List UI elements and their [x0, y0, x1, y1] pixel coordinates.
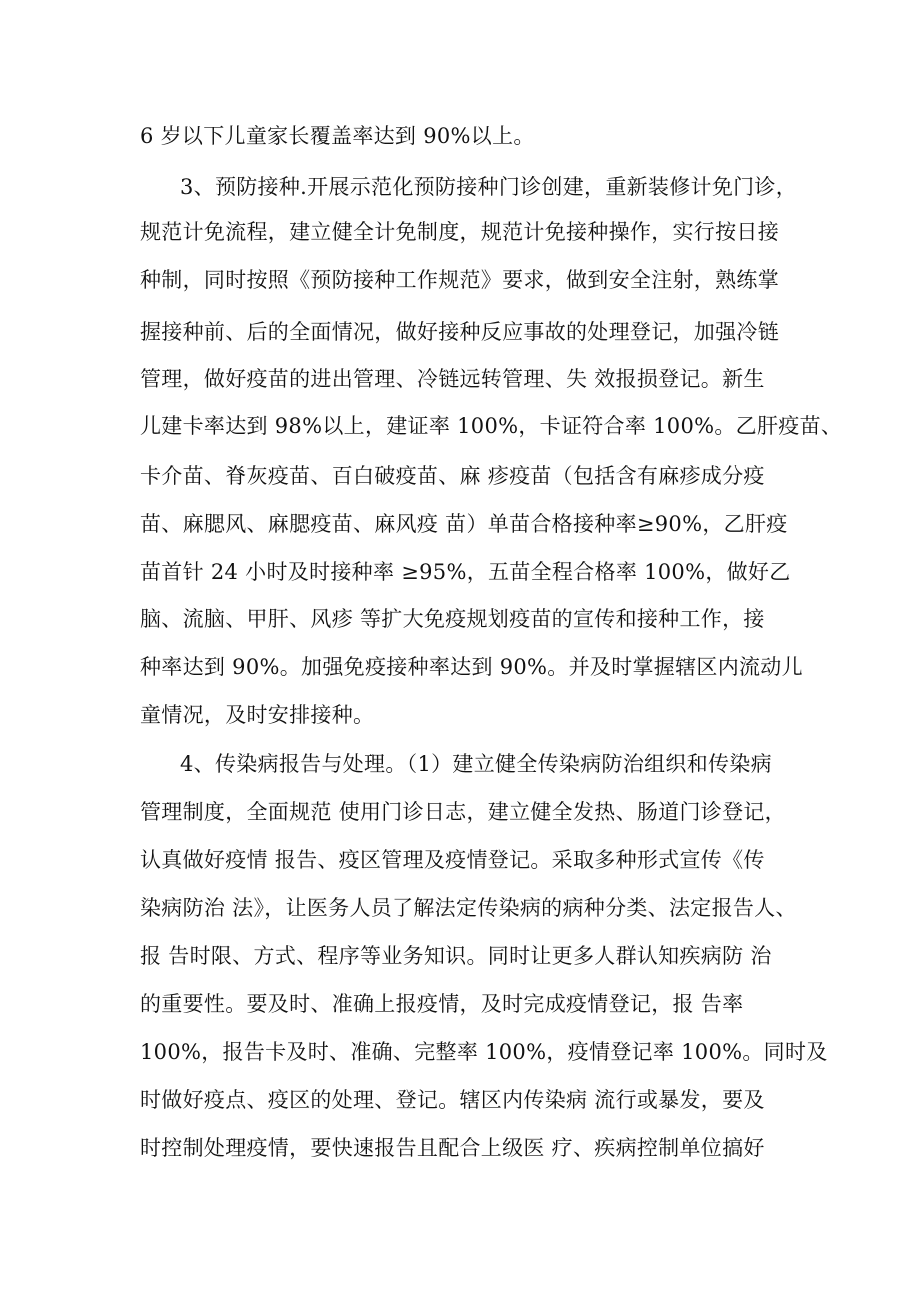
text-line-13: 童情况，及时安排接种。	[140, 703, 375, 727]
text-line-4: 种制，同时按照《预防接种工作规范》要求，做到安全注射，熟练掌	[140, 268, 779, 292]
text-line-1: 6 岁以下儿童家长覆盖率达到 90%以上。	[140, 124, 535, 148]
text-line-10: 苗首针 24 小时及时接种率 ≥95%，五苗全程合格率 100%，做好乙	[140, 560, 791, 584]
text-line-14: 4、传染病报告与处理。（1）建立健全传染病防治组织和传染病	[180, 752, 772, 776]
text-line-6: 管理，做好疫苗的进出管理、冷链远转管理、失 效报损登记。新生	[140, 367, 765, 391]
text-line-9: 苗、麻腮风、麻腮疫苗、麻风疫 苗）单苗合格接种率≥90%，乙肝疫	[140, 512, 788, 536]
text-line-11: 脑、流脑、甲肝、风疹 等扩大免疫规划疫苗的宣传和接种工作，接	[140, 607, 765, 631]
text-line-12: 种率达到 90%。加强免疫接种率达到 90%。并及时掌握辖区内流动儿	[140, 655, 803, 679]
text-line-5: 握接种前、后的全面情况，做好接种反应事故的处理登记，加强冷链	[140, 320, 779, 344]
text-line-17: 染病防治 法》，让医务人员了解法定传染病的病种分类、法定报告人、	[140, 896, 797, 920]
text-line-3: 规范计免流程，建立健全计免制度，规范计免接种操作，实行按日接	[140, 220, 779, 244]
text-line-7: 儿建卡率达到 98%以上，建证率 100%，卡证符合率 100%。乙肝疫苗、	[140, 414, 843, 438]
text-line-8: 卡介苗、脊灰疫苗、百白破疫苗、麻 疹疫苗（包括含有麻疹成分疫	[140, 464, 765, 488]
text-line-21: 时做好疫点、疫区的处理、登记。辖区内传染病 流行或暴发，要及	[140, 1088, 765, 1112]
text-line-18: 报 告时限、方式、程序等业务知识。同时让更多人群认知疾病防 治	[140, 944, 772, 968]
text-line-15: 管理制度，全面规范 使用门诊日志，建立健全发热、肠道门诊登记，	[140, 800, 786, 824]
text-line-2: 3、预防接种.开展示范化预防接种门诊创建，重新装修计免门诊，	[180, 175, 798, 199]
text-line-22: 时控制处理疫情，要快速报告且配合上级医 疗、疾病控制单位搞好	[140, 1136, 765, 1160]
text-line-19: 的重要性。要及时、准确上报疫情，及时完成疫情登记，报 告率	[140, 992, 744, 1016]
text-line-16: 认真做好疫情 报告、疫区管理及疫情登记。采取多种形式宣传《传	[140, 848, 765, 872]
text-line-20: 100%，报告卡及时、准确、完整率 100%，疫情登记率 100%。同时及	[140, 1040, 828, 1064]
